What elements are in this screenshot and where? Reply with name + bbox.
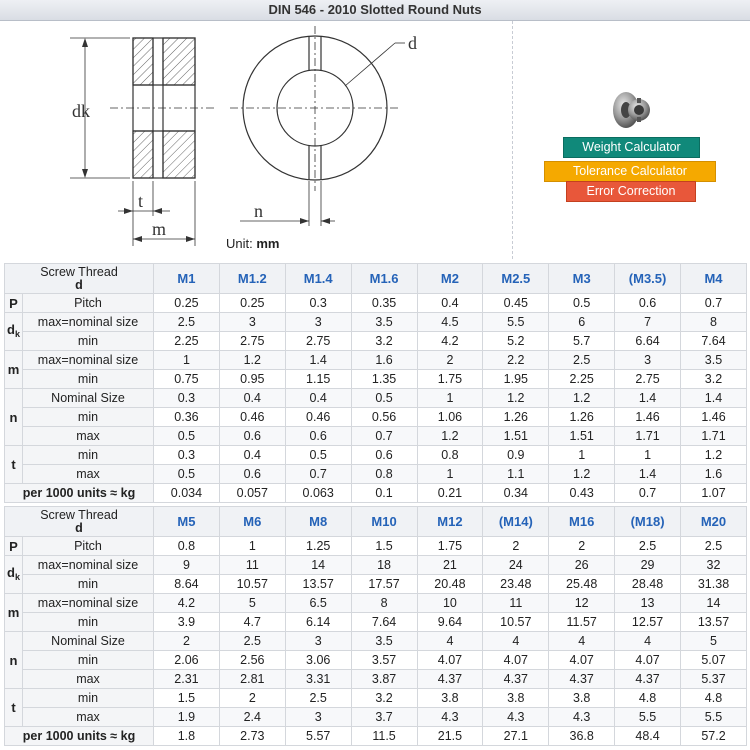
value-cell: 11.5 xyxy=(351,727,417,746)
row-label: min xyxy=(23,446,154,465)
value-cell: 1.1 xyxy=(483,465,549,484)
value-cell: 1.06 xyxy=(417,408,483,427)
value-cell: 3.8 xyxy=(417,689,483,708)
value-cell: 3 xyxy=(285,632,351,651)
value-cell: 1.95 xyxy=(483,370,549,389)
value-cell: 0.1 xyxy=(351,484,417,503)
value-cell: 6.5 xyxy=(285,594,351,613)
value-cell: 3.2 xyxy=(351,689,417,708)
value-cell: 3.06 xyxy=(285,651,351,670)
value-cell: 1.75 xyxy=(417,537,483,556)
value-cell: 1.2 xyxy=(681,446,747,465)
dk-symbol xyxy=(5,313,23,351)
value-cell: 11 xyxy=(219,556,285,575)
value-cell: 36.8 xyxy=(549,727,615,746)
value-cell: 0.36 xyxy=(154,408,220,427)
value-cell: 0.034 xyxy=(154,484,220,503)
value-cell: 1.5 xyxy=(351,537,417,556)
value-cell: 5.7 xyxy=(549,332,615,351)
value-cell: 2.5 xyxy=(154,313,220,332)
p-symbol: P xyxy=(5,537,23,556)
value-cell: 0.4 xyxy=(285,389,351,408)
value-cell: 2.56 xyxy=(219,651,285,670)
header-row xyxy=(5,264,747,294)
row-label: max=nominal size xyxy=(23,351,154,370)
value-cell: 2.5 xyxy=(549,351,615,370)
value-cell: 3.8 xyxy=(549,689,615,708)
value-cell: 0.46 xyxy=(219,408,285,427)
value-cell: 2.2 xyxy=(483,351,549,370)
value-cell: 0.6 xyxy=(219,465,285,484)
value-cell: 1.4 xyxy=(615,389,681,408)
value-cell: 18 xyxy=(351,556,417,575)
value-cell: 2.75 xyxy=(219,332,285,351)
row-label: Pitch xyxy=(23,537,154,556)
value-cell: 2.25 xyxy=(549,370,615,389)
value-cell: 12.57 xyxy=(615,613,681,632)
table-row xyxy=(5,332,747,351)
value-cell: 0.4 xyxy=(219,389,285,408)
value-cell: 9.64 xyxy=(417,613,483,632)
value-cell: 1 xyxy=(219,537,285,556)
table-row xyxy=(5,708,747,727)
value-cell: 0.5 xyxy=(154,465,220,484)
value-cell: 0.6 xyxy=(285,427,351,446)
weight-label: per 1000 units ≈ kg xyxy=(5,727,154,746)
size-header: M16 xyxy=(549,507,615,537)
value-cell: 2.25 xyxy=(154,332,220,351)
value-cell: 4.07 xyxy=(549,651,615,670)
value-cell: 3.5 xyxy=(351,632,417,651)
value-cell: 0.7 xyxy=(285,465,351,484)
value-cell: 10.57 xyxy=(483,613,549,632)
value-cell: 28.48 xyxy=(615,575,681,594)
value-cell: 1.26 xyxy=(483,408,549,427)
value-cell: 0.5 xyxy=(351,389,417,408)
tolerance-calculator-button[interactable]: Tolerance Calculator xyxy=(544,161,716,182)
value-cell: 21.5 xyxy=(417,727,483,746)
value-cell: 9 xyxy=(154,556,220,575)
value-cell: 0.7 xyxy=(351,427,417,446)
value-cell: 4.07 xyxy=(615,651,681,670)
screw-thread-label: Screw Thread xyxy=(40,507,118,522)
row-label: max=nominal size xyxy=(23,313,154,332)
value-cell: 1.2 xyxy=(219,351,285,370)
table-row xyxy=(5,575,747,594)
row-label: min xyxy=(23,689,154,708)
value-cell: 6 xyxy=(549,313,615,332)
t-symbol: t xyxy=(5,689,23,727)
size-header: M10 xyxy=(351,507,417,537)
value-cell: 3.8 xyxy=(483,689,549,708)
value-cell: 0.5 xyxy=(154,427,220,446)
value-cell: 5 xyxy=(219,594,285,613)
value-cell: 4.3 xyxy=(417,708,483,727)
value-cell: 5.37 xyxy=(681,670,747,689)
value-cell: 2.5 xyxy=(615,537,681,556)
value-cell: 4 xyxy=(549,632,615,651)
value-cell: 57.2 xyxy=(681,727,747,746)
value-cell: 1.4 xyxy=(681,389,747,408)
value-cell: 23.48 xyxy=(483,575,549,594)
value-cell: 4.37 xyxy=(483,670,549,689)
size-header: M4 xyxy=(681,264,747,294)
unit-label: Unit: mm xyxy=(226,236,280,251)
value-cell: 4.07 xyxy=(483,651,549,670)
value-cell: 0.95 xyxy=(219,370,285,389)
value-cell: 2 xyxy=(417,351,483,370)
value-cell: 0.7 xyxy=(615,484,681,503)
value-cell: 1.15 xyxy=(285,370,351,389)
value-cell: 3.57 xyxy=(351,651,417,670)
row-label: max xyxy=(23,427,154,446)
table-row xyxy=(5,484,747,503)
row-label: min xyxy=(23,613,154,632)
size-header: M1.2 xyxy=(219,264,285,294)
value-cell: 1 xyxy=(417,465,483,484)
value-cell: 2 xyxy=(154,632,220,651)
value-cell: 5.2 xyxy=(483,332,549,351)
value-cell: 0.46 xyxy=(285,408,351,427)
value-cell: 5 xyxy=(681,632,747,651)
table-row xyxy=(5,613,747,632)
value-cell: 1.6 xyxy=(681,465,747,484)
value-cell: 11.57 xyxy=(549,613,615,632)
value-cell: 2.4 xyxy=(219,708,285,727)
table-row xyxy=(5,651,747,670)
value-cell: 2 xyxy=(219,689,285,708)
size-header: M1.6 xyxy=(351,264,417,294)
value-cell: 11 xyxy=(483,594,549,613)
table-row xyxy=(5,370,747,389)
size-header: (M18) xyxy=(615,507,681,537)
dk-label: dk xyxy=(72,101,90,121)
value-cell: 7.64 xyxy=(351,613,417,632)
value-cell: 1.6 xyxy=(351,351,417,370)
size-header: M8 xyxy=(285,507,351,537)
screw-thread-label: Screw Thread xyxy=(40,264,118,279)
dk-symbol-main: d xyxy=(7,564,15,580)
value-cell: 1 xyxy=(154,351,220,370)
value-cell: 0.56 xyxy=(351,408,417,427)
value-cell: 27.1 xyxy=(483,727,549,746)
value-cell: 7.64 xyxy=(681,332,747,351)
value-cell: 5.57 xyxy=(285,727,351,746)
value-cell: 31.38 xyxy=(681,575,747,594)
n-symbol: n xyxy=(5,632,23,689)
value-cell: 2.06 xyxy=(154,651,220,670)
value-cell: 1.51 xyxy=(483,427,549,446)
row-label: min xyxy=(23,575,154,594)
value-cell: 1.5 xyxy=(154,689,220,708)
value-cell: 4.2 xyxy=(417,332,483,351)
value-cell: 4.2 xyxy=(154,594,220,613)
value-cell: 4 xyxy=(483,632,549,651)
value-cell: 4 xyxy=(615,632,681,651)
value-cell: 3.31 xyxy=(285,670,351,689)
value-cell: 1.4 xyxy=(615,465,681,484)
value-cell: 4.8 xyxy=(681,689,747,708)
row-label: min xyxy=(23,332,154,351)
value-cell: 0.6 xyxy=(351,446,417,465)
dk-symbol xyxy=(5,556,23,594)
table-row xyxy=(5,294,747,313)
value-cell: 4.37 xyxy=(549,670,615,689)
value-cell: 1.2 xyxy=(549,465,615,484)
table-row xyxy=(5,556,747,575)
size-header: M2.5 xyxy=(483,264,549,294)
value-cell: 0.45 xyxy=(483,294,549,313)
table-row xyxy=(5,689,747,708)
d-symbol: d xyxy=(75,520,83,535)
size-header: M12 xyxy=(417,507,483,537)
table-row xyxy=(5,670,747,689)
value-cell: 1 xyxy=(417,389,483,408)
value-cell: 0.35 xyxy=(351,294,417,313)
table-row xyxy=(5,727,747,746)
value-cell: 0.75 xyxy=(154,370,220,389)
value-cell: 3.7 xyxy=(351,708,417,727)
error-correction-button[interactable]: Error Correction xyxy=(566,181,696,202)
row-label: max=nominal size xyxy=(23,594,154,613)
value-cell: 24 xyxy=(483,556,549,575)
value-cell: 25.48 xyxy=(549,575,615,594)
n-symbol: n xyxy=(5,389,23,446)
table-row xyxy=(5,427,747,446)
value-cell: 0.8 xyxy=(154,537,220,556)
m-label: m xyxy=(152,219,167,239)
value-cell: 13.57 xyxy=(681,613,747,632)
table-row xyxy=(5,408,747,427)
d-symbol: d xyxy=(75,277,83,292)
value-cell: 8.64 xyxy=(154,575,220,594)
size-header: (M3.5) xyxy=(615,264,681,294)
screw-thread-header xyxy=(5,264,154,294)
value-cell: 13.57 xyxy=(285,575,351,594)
value-cell: 0.063 xyxy=(285,484,351,503)
value-cell: 2.75 xyxy=(285,332,351,351)
table-row xyxy=(5,465,747,484)
value-cell: 4.3 xyxy=(483,708,549,727)
table-row xyxy=(5,594,747,613)
row-label: min xyxy=(23,370,154,389)
value-cell: 1.9 xyxy=(154,708,220,727)
value-cell: 1.8 xyxy=(154,727,220,746)
value-cell: 3.2 xyxy=(681,370,747,389)
t-label: t xyxy=(138,191,144,211)
value-cell: 48.4 xyxy=(615,727,681,746)
row-label: max xyxy=(23,465,154,484)
value-cell: 2.73 xyxy=(219,727,285,746)
value-cell: 0.34 xyxy=(483,484,549,503)
nut-photo-icon xyxy=(608,88,652,132)
value-cell: 4.5 xyxy=(417,313,483,332)
header-row xyxy=(5,507,747,537)
value-cell: 1.26 xyxy=(549,408,615,427)
value-cell: 2 xyxy=(483,537,549,556)
dk-symbol-sub: k xyxy=(14,328,20,339)
value-cell: 0.25 xyxy=(154,294,220,313)
size-header: M6 xyxy=(219,507,285,537)
value-cell: 4.37 xyxy=(615,670,681,689)
value-cell: 1 xyxy=(615,446,681,465)
value-cell: 17.57 xyxy=(351,575,417,594)
value-cell: 2.5 xyxy=(219,632,285,651)
size-header: M20 xyxy=(681,507,747,537)
front-view xyxy=(230,26,405,226)
value-cell: 3.5 xyxy=(681,351,747,370)
value-cell: 0.25 xyxy=(219,294,285,313)
value-cell: 10 xyxy=(417,594,483,613)
size-header: M1.4 xyxy=(285,264,351,294)
size-header: M2 xyxy=(417,264,483,294)
size-header: M3 xyxy=(549,264,615,294)
value-cell: 1.71 xyxy=(615,427,681,446)
m-symbol: m xyxy=(5,351,23,389)
page-title: DIN 546 - 2010 Slotted Round Nuts xyxy=(0,0,750,21)
value-cell: 13 xyxy=(615,594,681,613)
value-cell: 10.57 xyxy=(219,575,285,594)
value-cell: 1 xyxy=(549,446,615,465)
value-cell: 5.5 xyxy=(681,708,747,727)
table-row xyxy=(5,389,747,408)
value-cell: 0.4 xyxy=(219,446,285,465)
value-cell: 4.07 xyxy=(417,651,483,670)
row-label: Nominal Size xyxy=(23,389,154,408)
value-cell: 29 xyxy=(615,556,681,575)
value-cell: 7 xyxy=(615,313,681,332)
value-cell: 8 xyxy=(681,313,747,332)
value-cell: 4.7 xyxy=(219,613,285,632)
value-cell: 1.71 xyxy=(681,427,747,446)
weight-calculator-button[interactable]: Weight Calculator xyxy=(563,137,700,158)
row-label: Pitch xyxy=(23,294,154,313)
row-label: min xyxy=(23,408,154,427)
value-cell: 1.2 xyxy=(549,389,615,408)
value-cell: 3 xyxy=(285,708,351,727)
value-cell: 6.14 xyxy=(285,613,351,632)
row-label: max=nominal size xyxy=(23,556,154,575)
p-symbol: P xyxy=(5,294,23,313)
value-cell: 2 xyxy=(549,537,615,556)
screw-thread-header xyxy=(5,507,154,537)
nut-diagram xyxy=(0,21,512,259)
value-cell: 3.5 xyxy=(351,313,417,332)
value-cell: 0.6 xyxy=(615,294,681,313)
value-cell: 0.7 xyxy=(681,294,747,313)
side-view xyxy=(70,38,215,246)
value-cell: 1.25 xyxy=(285,537,351,556)
m-symbol: m xyxy=(5,594,23,632)
dk-symbol-sub: k xyxy=(14,571,20,582)
n-label: n xyxy=(254,201,263,221)
value-cell: 2.81 xyxy=(219,670,285,689)
value-cell: 3 xyxy=(285,313,351,332)
spec-table-large xyxy=(4,506,747,746)
value-cell: 21 xyxy=(417,556,483,575)
value-cell: 2.75 xyxy=(615,370,681,389)
value-cell: 1.46 xyxy=(615,408,681,427)
value-cell: 4.37 xyxy=(417,670,483,689)
value-cell: 0.21 xyxy=(417,484,483,503)
row-label: max xyxy=(23,708,154,727)
value-cell: 1.51 xyxy=(549,427,615,446)
value-cell: 1.4 xyxy=(285,351,351,370)
value-cell: 5.5 xyxy=(483,313,549,332)
value-cell: 1.2 xyxy=(417,427,483,446)
value-cell: 8 xyxy=(351,594,417,613)
d-label: d xyxy=(408,33,417,53)
value-cell: 1.35 xyxy=(351,370,417,389)
value-cell: 0.43 xyxy=(549,484,615,503)
value-cell: 14 xyxy=(285,556,351,575)
technical-drawing xyxy=(0,21,513,259)
value-cell: 0.3 xyxy=(285,294,351,313)
value-cell: 32 xyxy=(681,556,747,575)
value-cell: 3.87 xyxy=(351,670,417,689)
value-cell: 6.64 xyxy=(615,332,681,351)
value-cell: 1.2 xyxy=(483,389,549,408)
spec-table-small xyxy=(4,263,747,503)
table-row xyxy=(5,446,747,465)
value-cell: 0.8 xyxy=(351,465,417,484)
value-cell: 0.5 xyxy=(549,294,615,313)
value-cell: 12 xyxy=(549,594,615,613)
weight-label: per 1000 units ≈ kg xyxy=(5,484,154,503)
value-cell: 26 xyxy=(549,556,615,575)
value-cell: 1.75 xyxy=(417,370,483,389)
value-cell: 4.3 xyxy=(549,708,615,727)
value-cell: 2.5 xyxy=(681,537,747,556)
value-cell: 0.9 xyxy=(483,446,549,465)
value-cell: 0.3 xyxy=(154,446,220,465)
value-cell: 0.8 xyxy=(417,446,483,465)
size-header: M1 xyxy=(154,264,220,294)
value-cell: 1.46 xyxy=(681,408,747,427)
value-cell: 2.31 xyxy=(154,670,220,689)
value-cell: 3.2 xyxy=(351,332,417,351)
value-cell: 0.057 xyxy=(219,484,285,503)
table-row xyxy=(5,351,747,370)
value-cell: 0.5 xyxy=(285,446,351,465)
value-cell: 1.07 xyxy=(681,484,747,503)
row-label: min xyxy=(23,651,154,670)
size-header: M5 xyxy=(154,507,220,537)
value-cell: 3.9 xyxy=(154,613,220,632)
value-cell: 2.5 xyxy=(285,689,351,708)
row-label: Nominal Size xyxy=(23,632,154,651)
t-symbol: t xyxy=(5,446,23,484)
value-cell: 0.6 xyxy=(219,427,285,446)
size-header: (M14) xyxy=(483,507,549,537)
table-row xyxy=(5,537,747,556)
value-cell: 0.4 xyxy=(417,294,483,313)
value-cell: 4.8 xyxy=(615,689,681,708)
value-cell: 5.07 xyxy=(681,651,747,670)
value-cell: 5.5 xyxy=(615,708,681,727)
row-label: max xyxy=(23,670,154,689)
value-cell: 4 xyxy=(417,632,483,651)
value-cell: 3 xyxy=(615,351,681,370)
table-row xyxy=(5,632,747,651)
value-cell: 14 xyxy=(681,594,747,613)
table-row xyxy=(5,313,747,332)
value-cell: 20.48 xyxy=(417,575,483,594)
value-cell: 0.3 xyxy=(154,389,220,408)
dk-symbol-main: d xyxy=(7,321,15,337)
value-cell: 3 xyxy=(219,313,285,332)
